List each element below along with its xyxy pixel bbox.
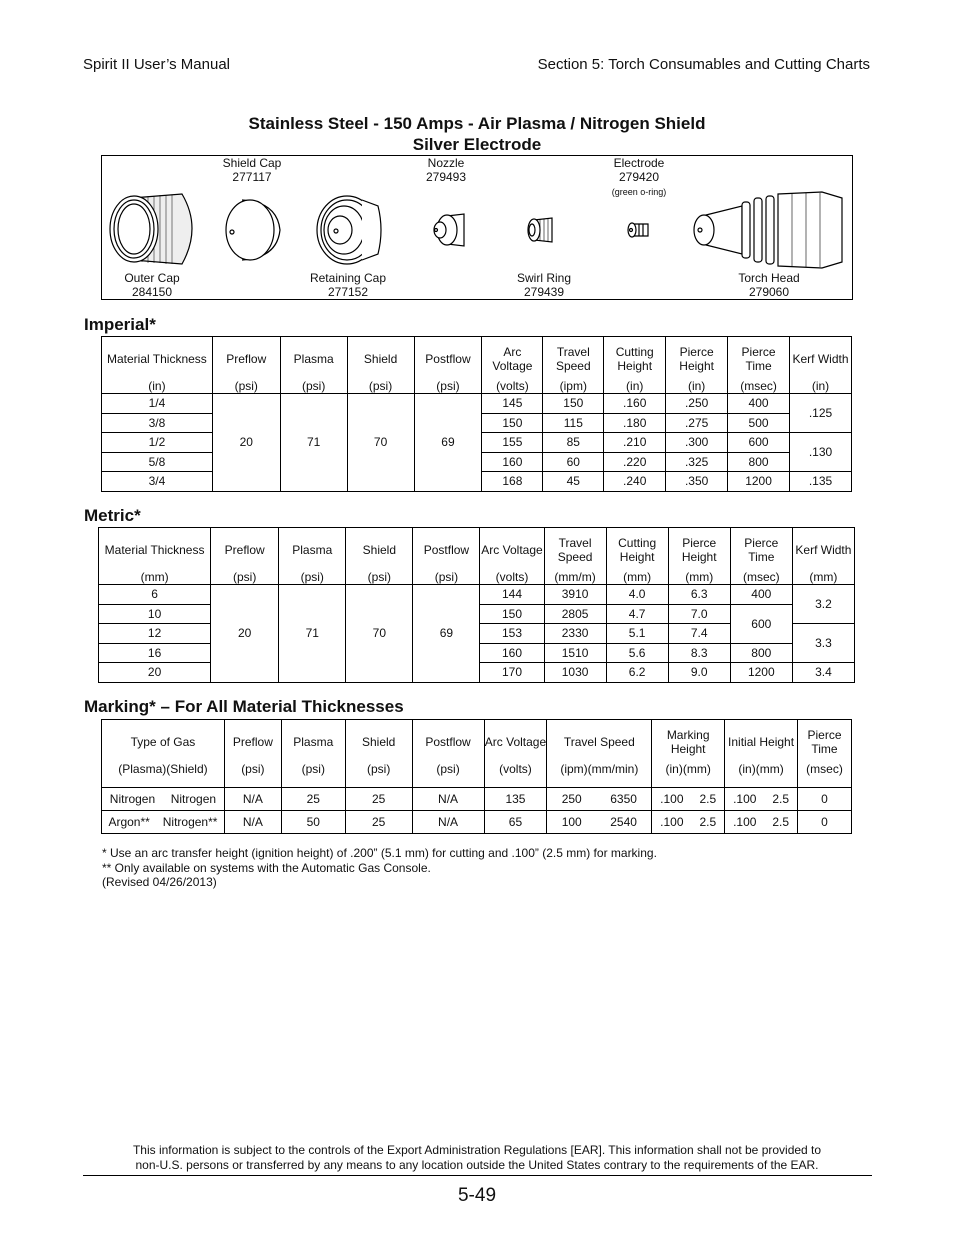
header-cell: Plasma (psi) — [280, 337, 347, 394]
table-row: Argon** Nitrogen** N/A 50 25 N/A 65 100 2540 .100 2.5 .100 2.5 0 — [102, 811, 852, 834]
metric-table — [98, 527, 855, 683]
table-cell: 6 — [99, 585, 211, 605]
table-cell: 3910 — [544, 585, 606, 605]
table-cell: 70 — [346, 585, 413, 683]
page-number: 5-49 — [457, 1185, 497, 1206]
header-cell: Travel Speed (ipm) — [543, 337, 604, 394]
table-cell: 3.4 — [792, 663, 854, 683]
table-cell: 800 — [730, 643, 792, 663]
table-cell: .300 — [666, 433, 728, 453]
footnotes — [102, 846, 657, 890]
header-cell: Preflow (psi) — [211, 528, 279, 585]
table-cell: 2805 — [544, 604, 606, 624]
header-cell: Arc Voltage (volts) — [480, 528, 544, 585]
footer-divider — [83, 1175, 872, 1176]
table-cell: 155 — [482, 433, 543, 453]
table-cell: .210 — [604, 433, 666, 453]
marking-header-row: Type of Gas (Plasma)(Shield) Preflow (psi) Plasma (psi) Shield (psi) Postflow (psi) Arc Voltage (volts) Travel Speed (ipm)(mm/min) Marking Height (in)(mm) Initial Height (in)(mm) Pierce Time (msec) — [102, 720, 852, 788]
section-title: Section 5: Torch Consumables and Cutting Charts — [537, 56, 870, 73]
table-row — [99, 585, 855, 605]
table-cell: 69 — [414, 394, 482, 492]
table-cell: .325 — [666, 452, 728, 472]
page-title: Stainless Steel - 150 Amps - Air Plasma / Nitrogen Shield — [248, 114, 706, 133]
table-cell: 3/4 — [102, 472, 213, 492]
table-cell: 400 — [730, 585, 792, 605]
table-cell: .220 — [604, 452, 666, 472]
consumables-illustration — [102, 186, 852, 271]
header-cell: Material Thickness (mm) — [99, 528, 211, 585]
table-cell: 45 — [543, 472, 604, 492]
table-cell: 115 — [543, 413, 604, 433]
table-cell: 4.0 — [606, 585, 668, 605]
metric-header-row — [99, 528, 855, 585]
nozzle-image — [434, 214, 464, 246]
electrode-image — [628, 223, 648, 237]
header-cell: Kerf Width (mm) — [792, 528, 854, 585]
table-cell: 1200 — [730, 663, 792, 683]
retaining-cap-label: Retaining Cap 277152 — [309, 271, 387, 299]
header-cell: Travel Speed (mm/m) — [544, 528, 606, 585]
table-cell: 7.4 — [668, 624, 730, 644]
table-cell: 145 — [482, 394, 543, 414]
table-cell: .135 — [790, 472, 852, 492]
swirl-ring-label: Swirl Ring 279439 — [516, 271, 571, 299]
table-row — [102, 394, 852, 414]
table-cell: 70 — [347, 394, 414, 492]
shield-cap-image — [226, 200, 280, 260]
header-cell: Pierce Time (msec) — [730, 528, 792, 585]
table-cell: 60 — [543, 452, 604, 472]
table-cell: 20 — [212, 394, 280, 492]
table-cell: 150 — [480, 604, 544, 624]
table-cell: .180 — [604, 413, 666, 433]
table-cell: 9.0 — [668, 663, 730, 683]
table-cell: 4.7 — [606, 604, 668, 624]
table-cell: 150 — [543, 394, 604, 414]
table-cell: 6.2 — [606, 663, 668, 683]
marking-heading: Marking* – For All Material Thicknesses — [84, 697, 404, 716]
header-cell: Pierce Time (msec) — [728, 337, 790, 394]
header-cell: Plasma (psi) — [279, 528, 346, 585]
table-cell: 8.3 — [668, 643, 730, 663]
imperial-header-row — [102, 337, 852, 394]
header-cell: Postflow (psi) — [413, 528, 480, 585]
table-row: Nitrogen Nitrogen N/A 25 25 N/A 135 250 6350 .100 2.5 .100 2.5 0 — [102, 788, 852, 811]
table-cell: 170 — [480, 663, 544, 683]
table-cell: 20 — [211, 585, 279, 683]
table-cell: 150 — [482, 413, 543, 433]
table-cell: 3/8 — [102, 413, 213, 433]
header-cell: Shield (psi) — [346, 528, 413, 585]
consumables-diagram — [101, 155, 853, 300]
header-cell: Cutting Height (in) — [604, 337, 666, 394]
manual-title: Spirit II User’s Manual — [83, 56, 230, 73]
header-cell: Shield (psi) — [347, 337, 414, 394]
table-cell: 500 — [728, 413, 790, 433]
revision-date: (Revised 04/26/2013) — [102, 875, 217, 889]
footnote-arc-height: * Use an arc transfer height (ignition height) of .200” (5.1 mm) for cutting and .100” (2.5 mm) for marking. — [102, 846, 657, 860]
table-cell: 16 — [99, 643, 211, 663]
table-cell: 3.2 — [792, 585, 854, 624]
page-subtitle: Silver Electrode — [412, 135, 542, 154]
imperial-table — [101, 336, 852, 492]
table-cell: 7.0 — [668, 604, 730, 624]
header-cell: Kerf Width (in) — [790, 337, 852, 394]
table-cell: .240 — [604, 472, 666, 492]
imperial-heading: Imperial* — [84, 315, 156, 334]
table-cell: .130 — [790, 433, 852, 472]
table-cell: 5.1 — [606, 624, 668, 644]
table-cell: 800 — [728, 452, 790, 472]
metric-heading: Metric* — [84, 506, 141, 525]
header-cell: Cutting Height (mm) — [606, 528, 668, 585]
table-cell: 168 — [482, 472, 543, 492]
table-cell: 1510 — [544, 643, 606, 663]
torch-head-image — [694, 192, 842, 268]
retaining-cap-image — [317, 196, 381, 264]
table-cell: 71 — [279, 585, 346, 683]
table-cell: 2330 — [544, 624, 606, 644]
header-cell: Material Thickness (in) — [102, 337, 213, 394]
table-cell: 1030 — [544, 663, 606, 683]
table-cell: 600 — [730, 604, 792, 643]
table-cell: 160 — [482, 452, 543, 472]
table-cell: .160 — [604, 394, 666, 414]
table-cell: 10 — [99, 604, 211, 624]
table-cell: 400 — [728, 394, 790, 414]
table-cell: 71 — [280, 394, 347, 492]
table-cell: 6.3 — [668, 585, 730, 605]
table-cell: 5.6 — [606, 643, 668, 663]
table-cell: 160 — [480, 643, 544, 663]
outer-cap-image — [110, 194, 192, 264]
table-cell: 144 — [480, 585, 544, 605]
header-cell: Postflow (psi) — [414, 337, 482, 394]
header-cell: Pierce Height (mm) — [668, 528, 730, 585]
shield-cap-label: Shield Cap 277117 — [222, 156, 282, 184]
outer-cap-label: Outer Cap 284150 — [124, 271, 180, 299]
electrode-label: Electrode 279420 (green o-ring) — [611, 156, 667, 197]
swirl-ring-image — [528, 218, 552, 242]
torch-head-label: Torch Head 279060 — [738, 271, 800, 299]
table-cell: 5/8 — [102, 452, 213, 472]
table-cell: 600 — [728, 433, 790, 453]
header-cell: Pierce Height (in) — [666, 337, 728, 394]
table-cell: .250 — [666, 394, 728, 414]
table-cell: 3.3 — [792, 624, 854, 663]
table-cell: 69 — [413, 585, 480, 683]
table-cell: 153 — [480, 624, 544, 644]
header-cell: Arc Voltage (volts) — [482, 337, 543, 394]
table-cell: 1/2 — [102, 433, 213, 453]
table-cell: 12 — [99, 624, 211, 644]
table-cell: .125 — [790, 394, 852, 433]
table-cell: 1200 — [728, 472, 790, 492]
nozzle-label: Nozzle 279493 — [425, 156, 467, 184]
table-cell: 1/4 — [102, 394, 213, 414]
table-cell: 85 — [543, 433, 604, 453]
footnote-gas-console: ** Only available on systems with the Automatic Gas Console. — [102, 860, 431, 875]
header-cell: Preflow (psi) — [212, 337, 280, 394]
table-cell: .350 — [666, 472, 728, 492]
table-cell: .275 — [666, 413, 728, 433]
table-cell: 20 — [99, 663, 211, 683]
marking-table — [101, 719, 852, 834]
export-notice: This information is subject to the controls of the Export Administration Regulations [EAR]. This information shall not be provided to non-U.S. persons or transferred by any means to any location outside the United States contrary to the requirements of the EAR. — [132, 1143, 822, 1172]
